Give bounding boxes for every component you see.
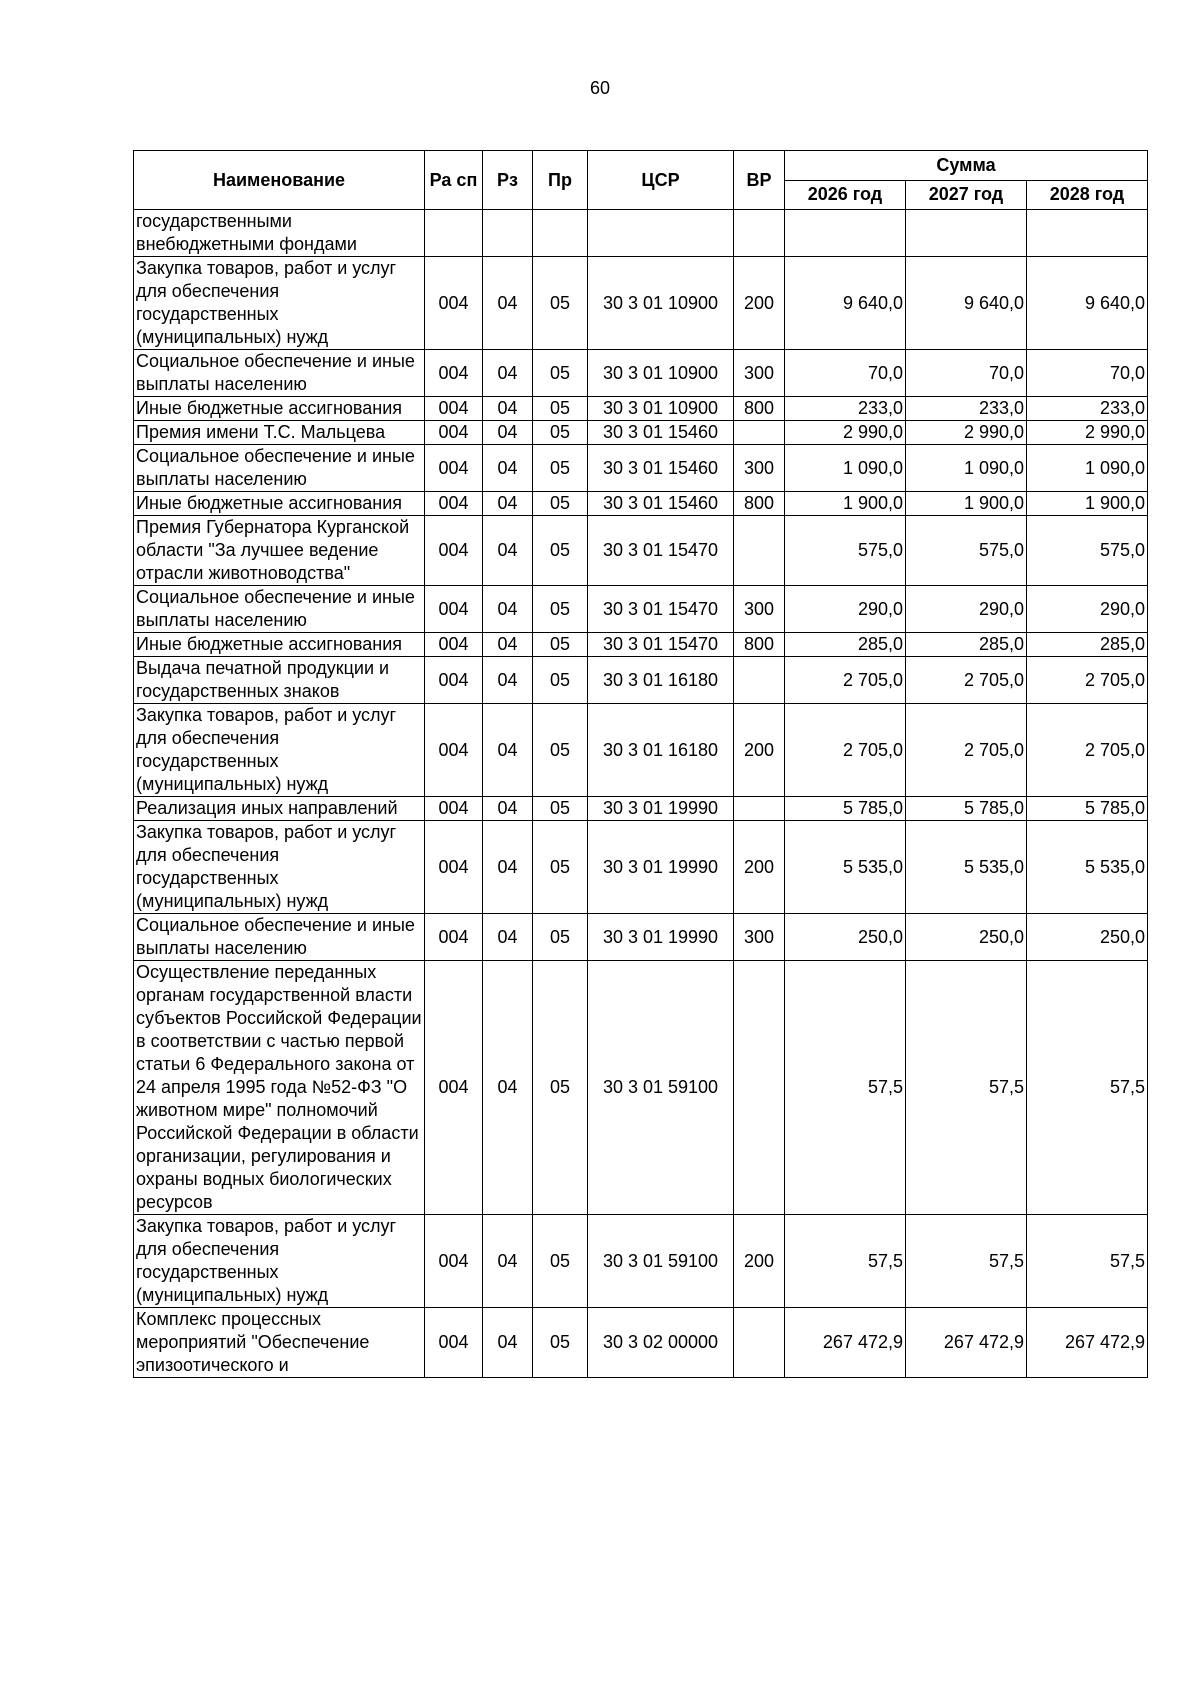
cell-sum-2026: 1 900,0 (785, 492, 906, 516)
cell-rasp: 004 (425, 657, 483, 704)
cell-pr: 05 (533, 1308, 588, 1378)
table-row (134, 492, 1148, 516)
cell-rasp: 004 (425, 961, 483, 1215)
cell-rasp: 004 (425, 421, 483, 445)
cell-sum-2027: 285,0 (906, 633, 1027, 657)
cell-rasp: 004 (425, 633, 483, 657)
cell-name: Социальное обеспечение и иные выплаты населению (134, 586, 425, 633)
table-row (134, 704, 1148, 797)
cell-vr: 800 (734, 492, 785, 516)
cell-name: Закупка товаров, работ и услуг для обеспечения государственных (муниципальных) нужд (134, 257, 425, 350)
cell-name: Социальное обеспечение и иные выплаты населению (134, 914, 425, 961)
cell-pr: 05 (533, 397, 588, 421)
cell-csr: 30 3 01 10900 (588, 350, 734, 397)
cell-rz: 04 (483, 797, 533, 821)
cell-vr (734, 961, 785, 1215)
cell-rasp: 004 (425, 1308, 483, 1378)
cell-sum-2028: 290,0 (1027, 586, 1148, 633)
cell-vr: 800 (734, 397, 785, 421)
cell-sum-2028: 1 900,0 (1027, 492, 1148, 516)
cell-sum-2028: 250,0 (1027, 914, 1148, 961)
cell-sum-2027: 250,0 (906, 914, 1027, 961)
cell-rasp: 004 (425, 797, 483, 821)
cell-rasp: 004 (425, 445, 483, 492)
cell-csr (588, 210, 734, 257)
cell-sum-2028: 285,0 (1027, 633, 1148, 657)
cell-sum-2027: 1 090,0 (906, 445, 1027, 492)
cell-sum-2028: 1 090,0 (1027, 445, 1148, 492)
cell-pr: 05 (533, 445, 588, 492)
cell-csr: 30 3 01 59100 (588, 961, 734, 1215)
cell-rz: 04 (483, 821, 533, 914)
cell-sum-2026 (785, 210, 906, 257)
cell-rz (483, 210, 533, 257)
cell-sum-2027: 9 640,0 (906, 257, 1027, 350)
cell-rz: 04 (483, 1308, 533, 1378)
cell-sum-2027: 575,0 (906, 516, 1027, 586)
cell-pr: 05 (533, 492, 588, 516)
cell-rz: 04 (483, 1215, 533, 1308)
cell-pr: 05 (533, 633, 588, 657)
cell-pr: 05 (533, 961, 588, 1215)
header-name: Наименование (134, 151, 425, 210)
cell-name: государственными внебюджетными фондами (134, 210, 425, 257)
cell-pr (533, 210, 588, 257)
cell-sum-2026: 9 640,0 (785, 257, 906, 350)
cell-sum-2026: 57,5 (785, 961, 906, 1215)
budget-table (133, 150, 1148, 1378)
cell-rz: 04 (483, 704, 533, 797)
table-row (134, 657, 1148, 704)
cell-pr: 05 (533, 257, 588, 350)
cell-name: Иные бюджетные ассигнования (134, 633, 425, 657)
table-row (134, 421, 1148, 445)
table-row (134, 961, 1148, 1215)
cell-sum-2027: 233,0 (906, 397, 1027, 421)
table-row (134, 397, 1148, 421)
cell-rasp: 004 (425, 821, 483, 914)
cell-vr: 300 (734, 350, 785, 397)
table-row (134, 821, 1148, 914)
cell-name: Выдача печатной продукции и государственных знаков (134, 657, 425, 704)
cell-sum-2026: 290,0 (785, 586, 906, 633)
cell-pr: 05 (533, 421, 588, 445)
cell-pr: 05 (533, 797, 588, 821)
cell-name: Закупка товаров, работ и услуг для обеспечения государственных (муниципальных) нужд (134, 704, 425, 797)
cell-name: Премия имени Т.С. Мальцева (134, 421, 425, 445)
cell-pr: 05 (533, 516, 588, 586)
cell-sum-2026: 575,0 (785, 516, 906, 586)
cell-sum-2027: 2 705,0 (906, 704, 1027, 797)
cell-sum-2028: 5 535,0 (1027, 821, 1148, 914)
table-row (134, 586, 1148, 633)
table-row (134, 633, 1148, 657)
cell-sum-2027: 5 535,0 (906, 821, 1027, 914)
cell-csr: 30 3 01 19990 (588, 914, 734, 961)
cell-sum-2026: 5 535,0 (785, 821, 906, 914)
cell-rz: 04 (483, 492, 533, 516)
cell-sum-2028: 267 472,9 (1027, 1308, 1148, 1378)
cell-sum-2028: 57,5 (1027, 961, 1148, 1215)
cell-pr: 05 (533, 704, 588, 797)
header-rz: Рз (483, 151, 533, 210)
cell-sum-2026: 70,0 (785, 350, 906, 397)
cell-sum-2028: 57,5 (1027, 1215, 1148, 1308)
cell-rasp: 004 (425, 257, 483, 350)
cell-rz: 04 (483, 397, 533, 421)
table-header (134, 151, 1148, 210)
header-vr: ВР (734, 151, 785, 210)
cell-sum-2026: 267 472,9 (785, 1308, 906, 1378)
cell-rz: 04 (483, 914, 533, 961)
cell-name: Иные бюджетные ассигнования (134, 397, 425, 421)
cell-csr: 30 3 01 15470 (588, 516, 734, 586)
header-rasp: Ра сп (425, 151, 483, 210)
cell-sum-2028: 2 705,0 (1027, 704, 1148, 797)
cell-rasp: 004 (425, 350, 483, 397)
cell-vr (734, 516, 785, 586)
cell-name: Закупка товаров, работ и услуг для обеспечения государственных (муниципальных) нужд (134, 1215, 425, 1308)
cell-vr (734, 1308, 785, 1378)
cell-sum-2028: 9 640,0 (1027, 257, 1148, 350)
cell-csr: 30 3 01 19990 (588, 821, 734, 914)
header-pr: Пр (533, 151, 588, 210)
table-row (134, 1215, 1148, 1308)
header-sum: Сумма (785, 151, 1148, 181)
cell-name: Иные бюджетные ассигнования (134, 492, 425, 516)
page-number: 60 (589, 78, 611, 98)
cell-sum-2026: 2 990,0 (785, 421, 906, 445)
table-row (134, 797, 1148, 821)
cell-pr: 05 (533, 657, 588, 704)
cell-name: Социальное обеспечение и иные выплаты населению (134, 445, 425, 492)
cell-sum-2027 (906, 210, 1027, 257)
cell-csr: 30 3 01 15470 (588, 633, 734, 657)
header-year-2028: 2028 год (1027, 180, 1148, 210)
cell-csr: 30 3 01 19990 (588, 797, 734, 821)
header-csr: ЦСР (588, 151, 734, 210)
cell-name: Социальное обеспечение и иные выплаты населению (134, 350, 425, 397)
cell-vr: 800 (734, 633, 785, 657)
cell-sum-2027: 290,0 (906, 586, 1027, 633)
cell-sum-2028: 2 705,0 (1027, 657, 1148, 704)
cell-csr: 30 3 01 15460 (588, 421, 734, 445)
cell-sum-2028: 70,0 (1027, 350, 1148, 397)
cell-rz: 04 (483, 350, 533, 397)
cell-vr (734, 797, 785, 821)
table-row (134, 257, 1148, 350)
table-body (134, 210, 1148, 1378)
cell-sum-2026: 2 705,0 (785, 657, 906, 704)
cell-name: Комплекс процессных мероприятий "Обеспечение эпизоотического и (134, 1308, 425, 1378)
cell-csr: 30 3 01 15470 (588, 586, 734, 633)
cell-vr (734, 210, 785, 257)
cell-csr: 30 3 01 59100 (588, 1215, 734, 1308)
cell-vr (734, 657, 785, 704)
cell-sum-2026: 2 705,0 (785, 704, 906, 797)
cell-vr: 300 (734, 914, 785, 961)
cell-vr (734, 421, 785, 445)
header-year-2026: 2026 год (785, 180, 906, 210)
cell-vr: 200 (734, 257, 785, 350)
cell-rz: 04 (483, 961, 533, 1215)
cell-sum-2026: 233,0 (785, 397, 906, 421)
cell-pr: 05 (533, 586, 588, 633)
cell-sum-2027: 57,5 (906, 961, 1027, 1215)
cell-sum-2028 (1027, 210, 1148, 257)
table-row (134, 1308, 1148, 1378)
cell-csr: 30 3 01 16180 (588, 704, 734, 797)
cell-csr: 30 3 02 00000 (588, 1308, 734, 1378)
cell-sum-2027: 70,0 (906, 350, 1027, 397)
cell-vr: 300 (734, 445, 785, 492)
cell-csr: 30 3 01 15460 (588, 492, 734, 516)
cell-rz: 04 (483, 445, 533, 492)
cell-rz: 04 (483, 516, 533, 586)
cell-rz: 04 (483, 633, 533, 657)
cell-rz: 04 (483, 257, 533, 350)
cell-name: Премия Губернатора Курганской области "За лучшее ведение отрасли животноводства" (134, 516, 425, 586)
cell-rz: 04 (483, 421, 533, 445)
cell-sum-2026: 250,0 (785, 914, 906, 961)
header-year-2027: 2027 год (906, 180, 1027, 210)
cell-csr: 30 3 01 10900 (588, 257, 734, 350)
cell-sum-2026: 5 785,0 (785, 797, 906, 821)
cell-sum-2028: 575,0 (1027, 516, 1148, 586)
cell-sum-2026: 1 090,0 (785, 445, 906, 492)
cell-name: Закупка товаров, работ и услуг для обеспечения государственных (муниципальных) нужд (134, 821, 425, 914)
cell-pr: 05 (533, 914, 588, 961)
cell-vr: 200 (734, 704, 785, 797)
table-row (134, 516, 1148, 586)
cell-rz: 04 (483, 586, 533, 633)
cell-rasp: 004 (425, 492, 483, 516)
cell-vr: 200 (734, 1215, 785, 1308)
cell-sum-2028: 5 785,0 (1027, 797, 1148, 821)
table-row (134, 914, 1148, 961)
cell-sum-2027: 2 705,0 (906, 657, 1027, 704)
cell-sum-2028: 233,0 (1027, 397, 1148, 421)
cell-csr: 30 3 01 10900 (588, 397, 734, 421)
cell-csr: 30 3 01 15460 (588, 445, 734, 492)
cell-rasp: 004 (425, 704, 483, 797)
cell-sum-2027: 2 990,0 (906, 421, 1027, 445)
cell-rasp: 004 (425, 914, 483, 961)
cell-rz: 04 (483, 657, 533, 704)
cell-name: Осуществление переданных органам государственной власти субъектов Российской Федерации в соответствии с частью первой статьи 6 Федерального закона от 24 апреля 1995 года №52-ФЗ "О животном мире" полномочий Российской Федерации в области организации, регулирования и охраны водных биологических ресурсов (134, 961, 425, 1215)
cell-rasp (425, 210, 483, 257)
cell-sum-2027: 5 785,0 (906, 797, 1027, 821)
cell-sum-2028: 2 990,0 (1027, 421, 1148, 445)
cell-sum-2027: 1 900,0 (906, 492, 1027, 516)
cell-csr: 30 3 01 16180 (588, 657, 734, 704)
cell-pr: 05 (533, 1215, 588, 1308)
cell-name: Реализация иных направлений (134, 797, 425, 821)
table-row (134, 445, 1148, 492)
cell-pr: 05 (533, 350, 588, 397)
cell-rasp: 004 (425, 586, 483, 633)
cell-rasp: 004 (425, 516, 483, 586)
cell-rasp: 004 (425, 1215, 483, 1308)
cell-sum-2026: 57,5 (785, 1215, 906, 1308)
cell-sum-2027: 267 472,9 (906, 1308, 1027, 1378)
table-row (134, 350, 1148, 397)
table-row (134, 210, 1148, 257)
cell-vr: 200 (734, 821, 785, 914)
cell-pr: 05 (533, 821, 588, 914)
cell-sum-2026: 285,0 (785, 633, 906, 657)
cell-rasp: 004 (425, 397, 483, 421)
cell-vr: 300 (734, 586, 785, 633)
cell-sum-2027: 57,5 (906, 1215, 1027, 1308)
